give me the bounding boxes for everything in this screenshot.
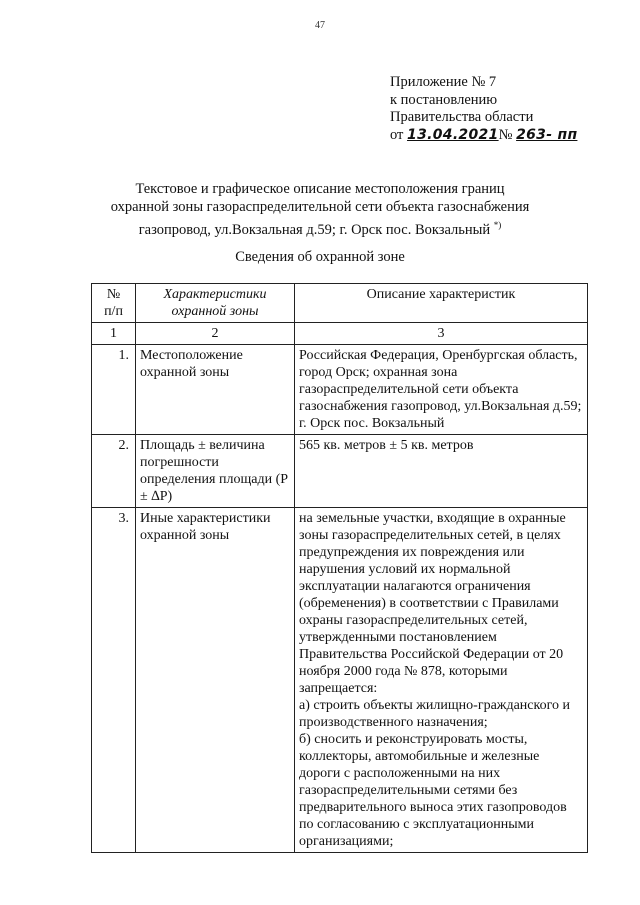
row-description: 565 кв. метров ± 5 кв. метров (295, 435, 588, 508)
restriction-item-a: а) строить объекты жилищно-гражданского и производственного назначения; (299, 698, 570, 730)
column-number-3: 3 (295, 323, 588, 345)
from-label: от (390, 126, 404, 143)
footnote-mark: *) (493, 220, 502, 230)
row-number: 3. (92, 508, 136, 853)
column-number-2: 2 (136, 323, 295, 345)
appendix-block (390, 74, 630, 144)
handwritten-number: 263- пп (516, 126, 578, 143)
restriction-item-b: б) сносить и реконструировать мосты, коллекторы, автомобильные и железные дороги с расположенными на них газораспределительными сетями без предварительного выноса этих газопроводов по согласованию с эксплуатационными организациями; (299, 732, 567, 849)
header-description: Описание характеристик (295, 284, 588, 323)
title-line-3-text: газопровод, ул.Вокзальная д.59; г. Орск пос. Вокзальный (138, 221, 491, 238)
table-row (92, 508, 588, 853)
number-label: № (498, 126, 513, 143)
appendix-title: Приложение № 7 (390, 74, 497, 90)
appendix-authority: Правительства области (390, 109, 534, 125)
row-description: Российская Федерация, Оренбургская область, город Орск; охранная зона газораспределительной сети объекта газоснабжения газопровод, ул.Вокзальная д.59; г. Орск пос. Вокзальный (295, 345, 588, 435)
document-title (90, 180, 550, 239)
appendix-reference: к постановлению (390, 91, 498, 108)
row-description (295, 508, 588, 853)
restrictions-intro: на земельные участки, входящие в охранные зоны газораспределительных сетей, в целях предупреждения их повреждения или нарушения условий их нормальной эксплуатации налагаются ограничения (обременения) в соответствии с Правилами охраны газораспределительных сетей, утвержденными постановлением Правительства Российской Федерации от 20 ноября 2000 года № 878, которыми запрещается: (299, 511, 566, 696)
title-line-3 (90, 216, 550, 239)
row-characteristic: Площадь ± величина погрешности определения площади (P ± ∆P) (136, 435, 295, 508)
column-number-1: 1 (92, 323, 136, 345)
title-line-2: охранной зоны газораспределительной сети объекта газоснабжения (110, 199, 530, 215)
header-number: № п/п (92, 284, 136, 323)
header-characteristic: Характеристики охранной зоны (136, 284, 295, 323)
appendix-date-number (390, 127, 630, 145)
table-row (92, 345, 588, 435)
page-number: 47 (315, 20, 325, 31)
section-subtitle: Сведения об охранной зоне (235, 249, 405, 265)
row-characteristic: Иные характеристики охранной зоны (136, 508, 295, 853)
handwritten-date: 13.04.2021 (407, 126, 499, 143)
row-number: 2. (92, 435, 136, 508)
table-header-row (92, 284, 588, 323)
protection-zone-table (91, 283, 588, 853)
row-characteristic: Местоположение охранной зоны (136, 345, 295, 435)
title-line-1: Текстовое и графическое описание местоположения границ (135, 181, 505, 197)
column-number-row (92, 323, 588, 345)
table-row (92, 435, 588, 508)
row-number: 1. (92, 345, 136, 435)
